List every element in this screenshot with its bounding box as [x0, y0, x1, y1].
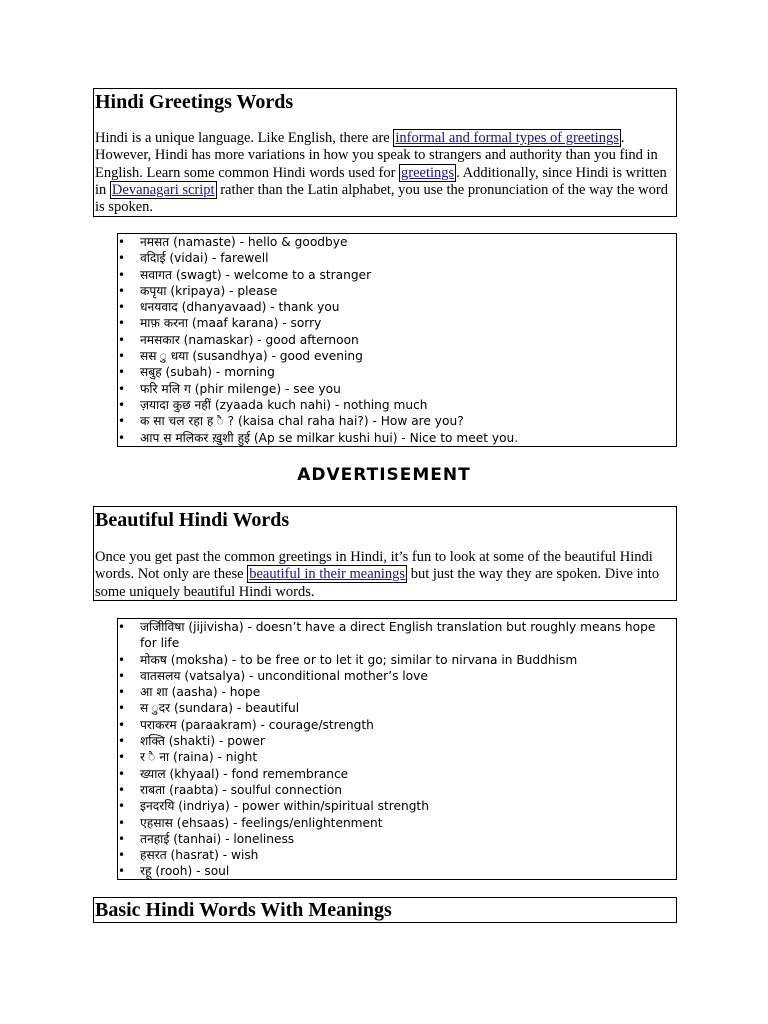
greetings-paragraph: Hindi is a unique language. Like English, there are informal and formal types of greetings . However, Hindi has more variations in how you speak to strangers and authority than you find in English. Learn some common Hindi words used for greetings . Additionally, since Hindi is written in Devanagari script rather than the Latin alphabet, you use the pronunciation of the way the word is spoken.: [95, 130, 668, 216]
greetings-list: [118, 234, 676, 446]
link-greeting-types[interactable]: informal and formal types of greetings: [395, 130, 619, 146]
list-item: • नमसत (namaste) - hello & goodbye: [138, 234, 676, 250]
beautiful-heading: Beautiful Hindi Words: [95, 509, 290, 531]
list-item: • शक्ति (shakti) - power: [138, 733, 664, 749]
advertisement-label: ADVERTISEMENT: [297, 465, 471, 485]
list-item: • धनयवाद (dhanyavaad) - thank you: [138, 299, 676, 315]
beautiful-paragraph: Once you get past the common greetings in Hindi, it’s fun to look at some of the beautiful Hindi words. Not only are these beautiful in their meanings but just the way they are spoken. Dive into some uniquely beautiful Hindi words.: [95, 549, 660, 600]
list-item: • आप स मलिकर ख़ुशी हुई (Ap se milkar kushi hui) - Nice to meet you.: [138, 430, 676, 446]
link-greetings[interactable]: greetings: [401, 164, 455, 181]
greetings-heading: Hindi Greetings Words: [95, 91, 294, 113]
list-item: • स ुदर (sundara) - beautiful: [138, 700, 664, 716]
greetings-intro-box: [93, 88, 677, 217]
list-item: • पराकरम (paraakram) - courage/strength: [138, 717, 664, 733]
list-item: • जजिीविषा (jijivisha) - doesn’t have a direct English translation but roughly means hope for life: [138, 619, 664, 652]
list-item: • एहसास (ehsaas) - feelings/enlightenment: [138, 815, 664, 831]
list-item: • राबता (raabta) - soulful connection: [138, 782, 664, 798]
list-item: • माफ़ करना (maaf karana) - sorry: [138, 315, 676, 331]
beautiful-words-list: [118, 619, 676, 880]
list-item: • सस ु धया (susandhya) - good evening: [138, 348, 676, 364]
list-item: • ख्याल (khyaal) - fond remembrance: [138, 766, 664, 782]
list-item: • तनहाई (tanhai) - loneliness: [138, 831, 664, 847]
list-item: • हसरत (hasrat) - wish: [138, 847, 664, 863]
list-item: • नमसकार (namaskar) - good afternoon: [138, 332, 676, 348]
list-item: • वातसलय (vatsalya) - unconditional mother’s love: [138, 668, 664, 684]
link-devanagari-script[interactable]: Devanagari script: [111, 181, 215, 198]
list-item: • सवागत (swagt) - welcome to a stranger: [138, 267, 676, 283]
list-item: • सबुह (subah) - morning: [138, 364, 676, 380]
list-item: • ज़यादा कुछ नहीं (zyaada kuch nahi) - nothing much: [138, 397, 676, 413]
list-item: • कपृया (kripaya) - please: [138, 283, 676, 299]
list-item: • रहू (rooh) - soul: [138, 863, 664, 879]
list-item: • फरि मलि ग (phir milenge) - see you: [138, 381, 676, 397]
beautiful-intro-box: [93, 506, 677, 601]
list-item: • र ै ना (raina) - night: [138, 749, 664, 765]
basic-words-heading: Basic Hindi Words With Meanings: [95, 899, 392, 921]
beautiful-list-box: [117, 618, 677, 880]
list-item: • मोकष (moksha) - to be free or to let it go; similar to nirvana in Buddhism: [138, 652, 664, 668]
list-item: • आ शा (aasha) - hope: [138, 684, 664, 700]
link-beautiful-meanings[interactable]: beautiful in their meanings: [249, 566, 406, 583]
basic-words-box: [93, 897, 677, 923]
list-item: • इनदरयि (indriya) - power within/spiritual strength: [138, 798, 664, 814]
greetings-list-box: [117, 233, 677, 447]
list-item: • वदिाई (vidai) - farewell: [138, 250, 676, 266]
list-item: • क सा चल रहा ह ै ? (kaisa chal raha hai?) - How are you?: [138, 413, 676, 429]
